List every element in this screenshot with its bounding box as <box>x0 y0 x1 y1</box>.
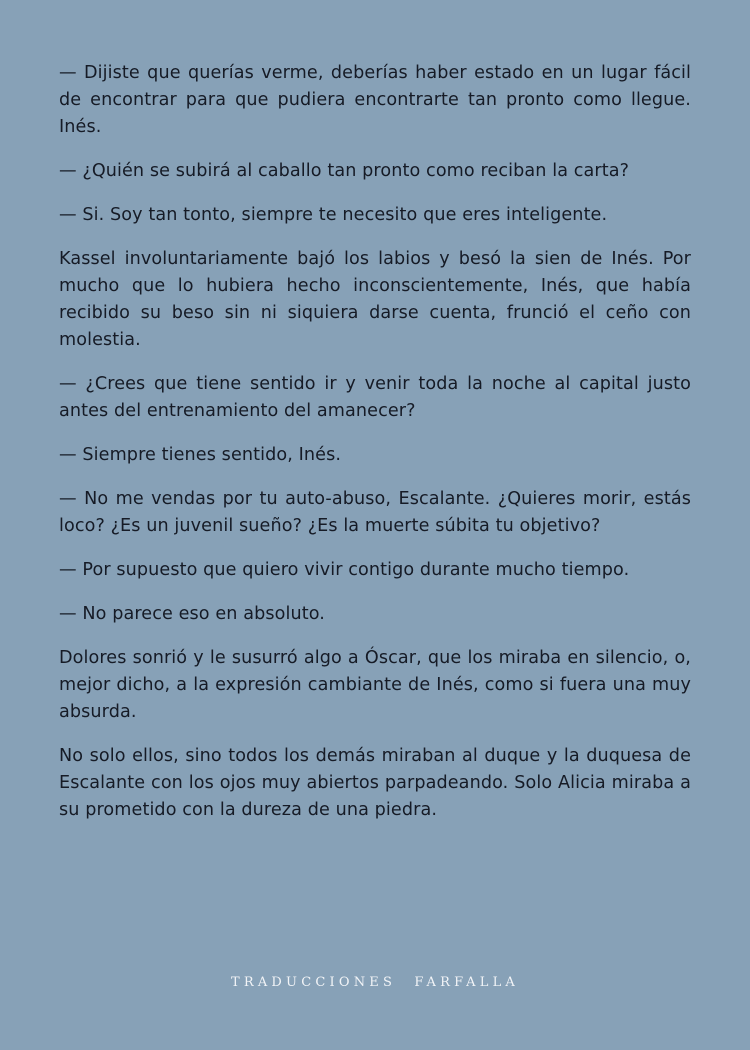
paragraph: No solo ellos, sino todos los demás miraban al duque y la duquesa de Escalante con los ojos muy abiertos parpadeando. Solo Alicia miraba a su prometido con la dureza de una piedra. <box>59 746 691 820</box>
paragraph: — ¿Quién se subirá al caballo tan pronto como reciban la carta? <box>59 161 630 181</box>
paragraph: — Dijiste que querías verme, deberías haber estado en un lugar fácil de encontrar para que pudiera encontrarte tan pronto como llegue. Inés. <box>59 63 691 137</box>
paragraph: — Siempre tienes sentido, Inés. <box>59 445 342 465</box>
paragraph: Kassel involuntariamente bajó los labios y besó la sien de Inés. Por mucho que lo hubiera hecho inconscientemente, Inés, que había recibido su beso sin ni siquiera darse cuenta, frunció el ceño con molestia. <box>59 249 691 350</box>
paragraph: Dolores sonrió y le susurró algo a Óscar, que los miraba en silencio, o, mejor dicho, a la expresión cambiante de Inés, como si fuera una muy absurda. <box>59 648 691 722</box>
paragraph: — No me vendas por tu auto-abuso, Escalante. ¿Quieres morir, estás loco? ¿Es un juvenil sueño? ¿Es la muerte súbita tu objetivo? <box>59 489 691 536</box>
footer-credit: TRADUCCIONES FARFALLA <box>230 975 519 990</box>
paragraph: — No parece eso en absoluto. <box>59 604 325 624</box>
paragraph: — ¿Crees que tiene sentido ir y venir toda la noche al capital justo antes del entrenamiento del amanecer? <box>59 374 691 421</box>
paragraph: — Si. Soy tan tonto, siempre te necesito que eres inteligente. <box>59 205 608 225</box>
page-body <box>59 60 691 841</box>
paragraph: — Por supuesto que quiero vivir contigo durante mucho tiempo. <box>59 560 630 580</box>
